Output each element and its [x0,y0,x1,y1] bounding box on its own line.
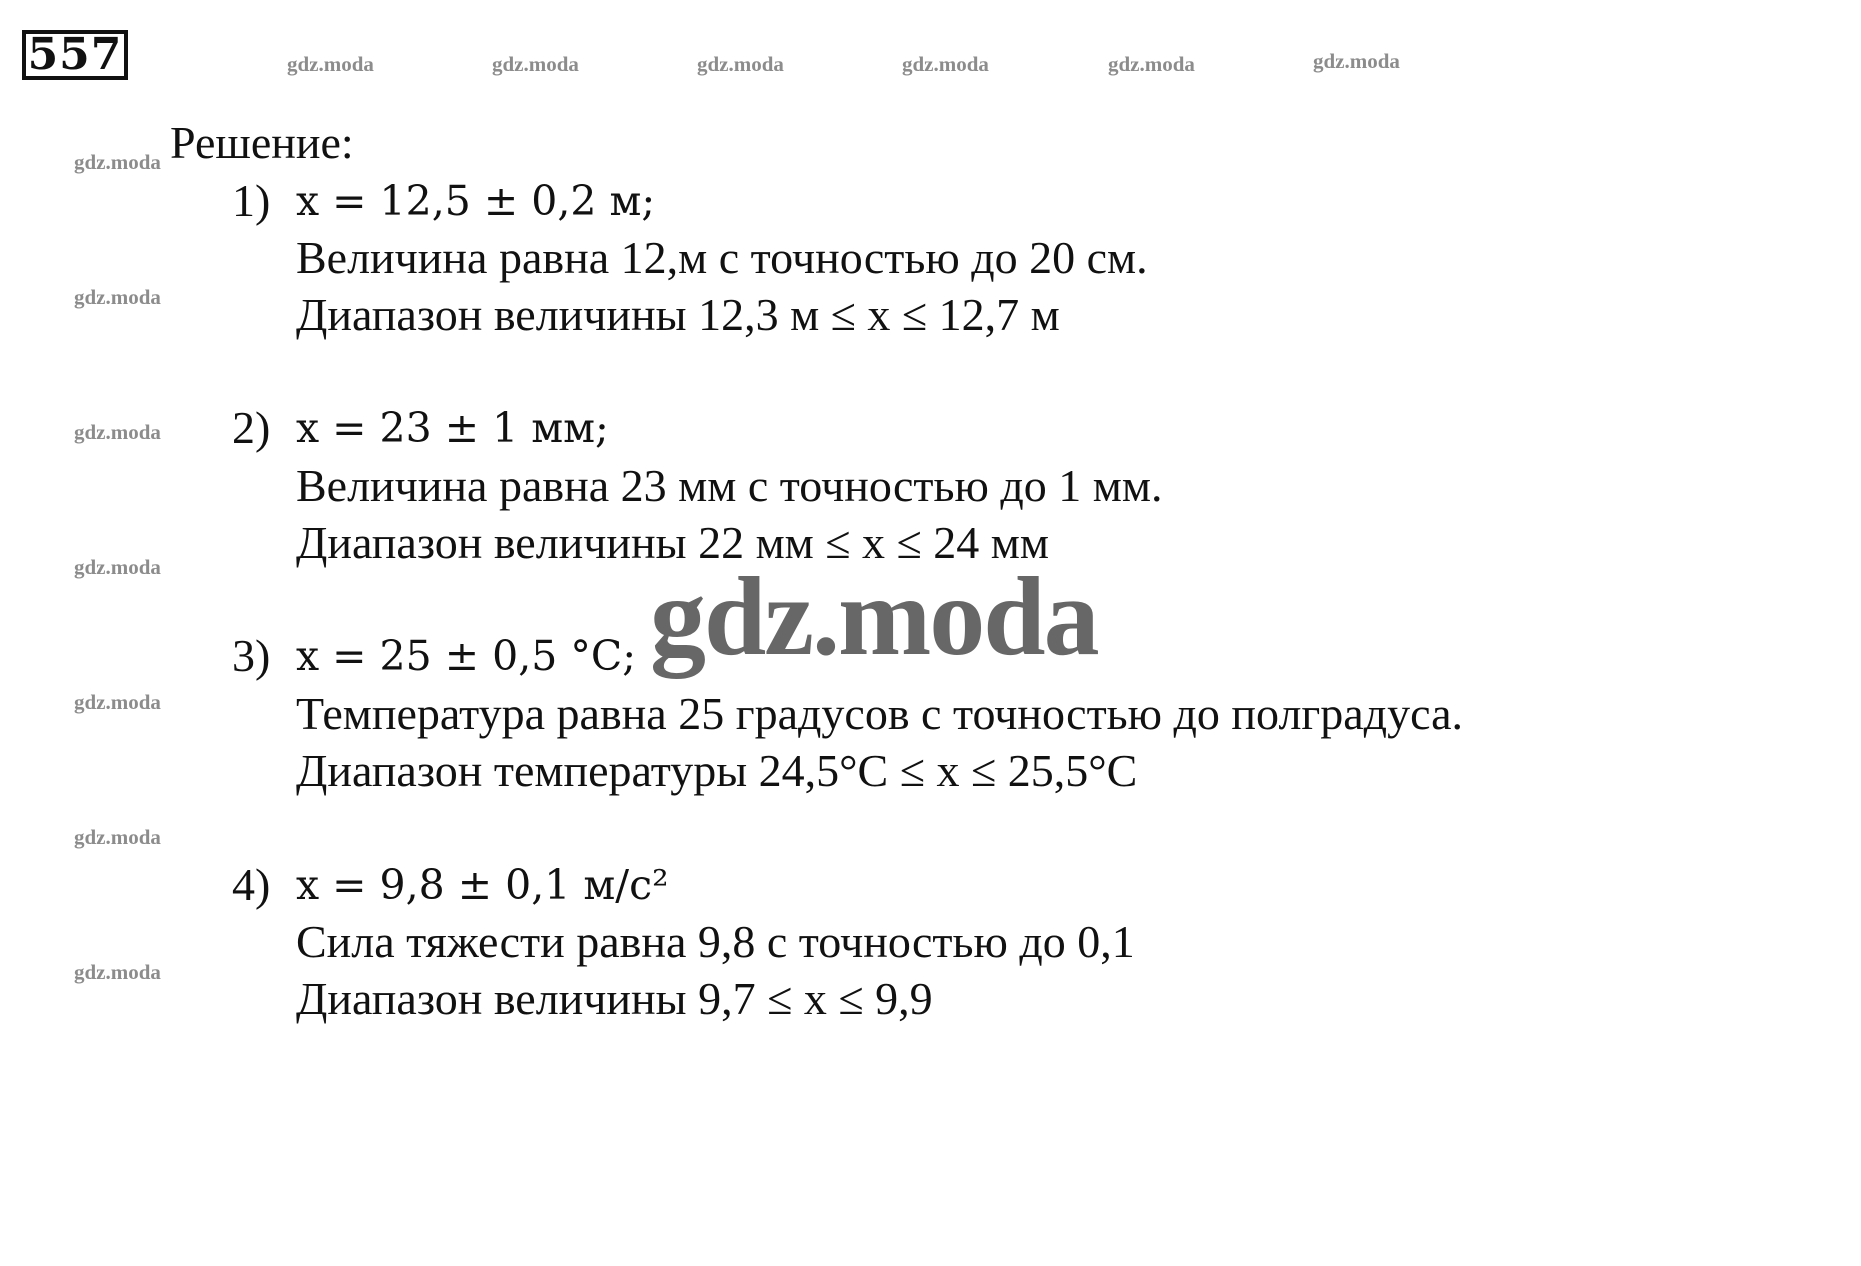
watermark: gdz.moda [1313,49,1400,73]
item-formula: x = 9,8 ± 0,1 м/с² [296,861,669,909]
watermark: gdz.moda [1108,52,1195,76]
watermark: gdz.moda [74,960,161,984]
watermark: gdz.moda [902,52,989,76]
item-formula: x = 23 ± 1 мм; [296,404,609,452]
item-description: Величина равна 23 мм с точностью до 1 мм. [296,460,1163,511]
item-number: 1) [232,175,271,226]
watermark: gdz.moda [74,555,161,579]
item-description: Сила тяжести равна 9,8 с точностью до 0,1 [296,916,1135,967]
watermark: gdz.moda [287,52,374,76]
problem-number: 557 [22,30,128,80]
item-number: 4) [232,859,271,910]
item-number: 3) [232,630,271,681]
item-description: Величина равна 12,м с точностью до 20 см. [296,232,1148,283]
item-formula: x = 12,5 ± 0,2 м; [296,177,656,225]
watermark: gdz.moda [492,52,579,76]
solution-heading: Решение: [170,117,354,168]
watermark: gdz.moda [697,52,784,76]
item-range: Диапазон величины 9,7 ≤ x ≤ 9,9 [296,973,933,1024]
watermark: gdz.moda [74,150,161,174]
watermark: gdz.moda [74,285,161,309]
watermark-large: gdz.moda [650,555,1098,679]
item-range: Диапазон температуры 24,5°C ≤ x ≤ 25,5°C [296,745,1138,796]
item-range: Диапазон величины 12,3 м ≤ x ≤ 12,7 м [296,289,1060,340]
item-number: 2) [232,402,271,453]
watermark: gdz.moda [74,420,161,444]
watermark: gdz.moda [74,690,161,714]
item-formula: x = 25 ± 0,5 °C; [296,632,637,680]
item-description: Температура равна 25 градусов с точностью до полградуса. [296,688,1463,739]
item-range: Диапазон величины 22 мм ≤ x ≤ 24 мм [296,517,1050,568]
watermark: gdz.moda [74,825,161,849]
